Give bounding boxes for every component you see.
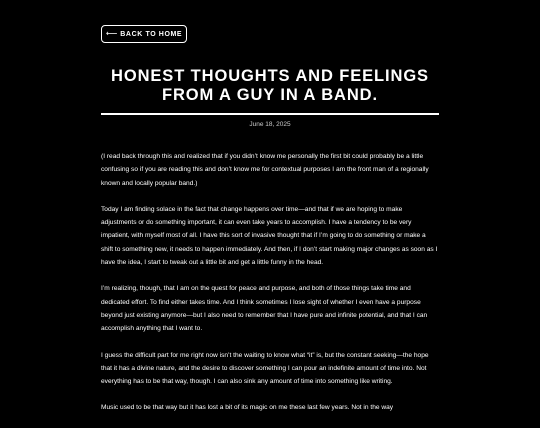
post-title: HONEST THOUGHTS AND FEELINGS FROM A GUY IN A BAND. (111, 67, 429, 104)
arrow-left-icon: ⟵ (105, 29, 118, 38)
post-paragraph: I’m realizing, though, that I am on the quest for peace and purpose, and both of those things take time and dedicated effort. To find either takes time. And I think sometimes I lose sight of whether I even have a purpose beyond just existing anymore—but I also need to remember that I have pure and infinite potential, and that I can accomplish anything that I want to. (101, 285, 428, 333)
back-to-home-button[interactable] (101, 25, 187, 43)
back-to-home-label: BACK TO HOME (120, 30, 183, 38)
post-date: June 18, 2025 (249, 121, 291, 128)
post-paragraph: Today I am finding solace in the fact that change happens over time—and that if we are hoping to make adjustments or do something important, it can even take years to accomplish. I have a tendency to be very impatient, with myself most of all. I have this sort of invasive thought that if I’m going to do something or make a shift to something new, it needs to happen immediately. And then, if I don’t start making major changes as soon as I have the idea, I start to tweak out a little bit and get a little funny in the head. (101, 205, 438, 267)
title-divider (101, 113, 439, 115)
post-paragraph: I guess the difficult part for me right now isn’t the waiting to know what “it” is, but the constant seeking—the hope that it has a divine nature, and the desire to discover something I can pour an indefinite amount of time into. Not everything has to be that way, though. I can also sink any amount of time into something like writing. (101, 351, 429, 386)
post-body (101, 150, 439, 428)
post-paragraph: Music used to be that way but it has lost a bit of its magic on me these last few years. Not in the way (101, 404, 394, 412)
post-paragraph: (I read back through this and realized that if you didn’t know me personally the first bit could probably be a little confusing so if you are reading this and don’t know me for contextual purposes I am the front man of a regionally known and locally popular band.) (101, 153, 429, 187)
